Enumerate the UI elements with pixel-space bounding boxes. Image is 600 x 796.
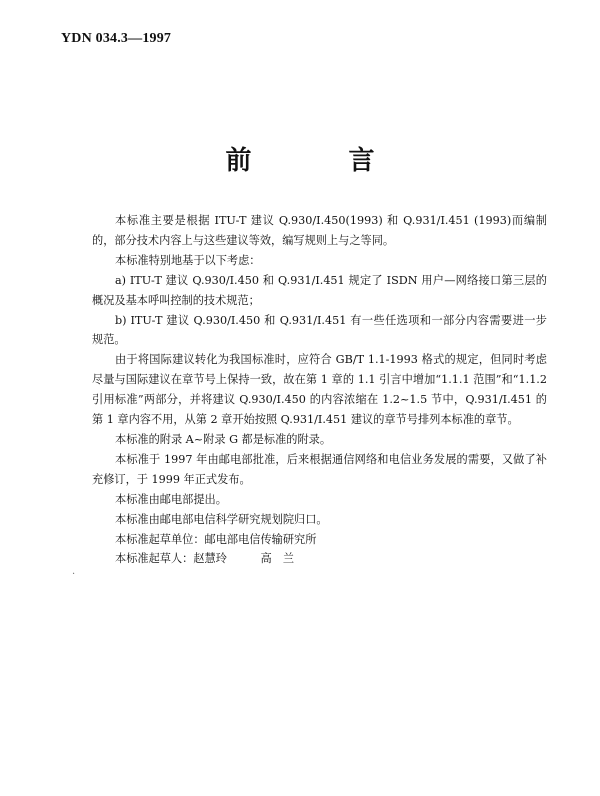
foreword-title: 前 言 [225,146,419,176]
paragraph-drafting-unit: 本标准起草单位：邮电部电信传输研究所 [115,532,317,546]
paragraph-drafters: 本标准起草人：赵慧玲 高 兰 [115,552,295,566]
paragraph-proposer: 本标准由邮电部提出。 [115,492,227,506]
paragraph-considerations-intro: 本标准特别地基于以下考虑： [115,253,261,267]
foreword-body [92,211,547,569]
paragraph-consideration-a: a) ITU-T 建议 Q.930/I.450 和 Q.931/I.451 规定了 ISDN 用户—网络接口第三层的概况及基本呼叫控制的技术规范； [92,273,547,307]
stray-mark: · [72,569,76,580]
paragraph-appendices: 本标准的附录 A~附录 G 都是标准的附录。 [115,432,332,446]
standard-code-header: YDN 034.3—1997 [61,31,172,46]
paragraph-format-notes: 由于将国际建议转化为我国标准时，应符合 GB/T 1.1-1993 格式的规定，但同时考虑尽量与国际建议在章节号上保持一致，故在第 1 章的 1.1 引言中增加“1.1.1 范围”和“1.1.2 引用标准”两部分，并将建议 Q.930/I.450 的内容浓缩在 1.2~1.5 节中，Q.931/I.451 的第 1 章内容不用，从第 2 章开始按照 Q.931/I.451 建议的章节号排列本标准的章节。 [92,353,547,427]
paragraph-basis: 本标准主要是根据 ITU-T 建议 Q.930/I.450(1993) 和 Q.931/I.451 (1993)而编制的，部分技术内容上与这些建议等效，编写规则上与之等同。 [92,214,547,247]
paragraph-consideration-b: b) ITU-T 建议 Q.930/I.450 和 Q.931/I.451 有一些任选项和一部分内容需要进一步规范。 [92,313,547,347]
paragraph-approval: 本标准于 1997 年由邮电部批准，后来根据通信网络和电信业务发展的需要，又做了补充修订，于 1999 年正式发布。 [92,452,547,486]
paragraph-administrator: 本标准由邮电部电信科学研究规划院归口。 [115,512,328,526]
